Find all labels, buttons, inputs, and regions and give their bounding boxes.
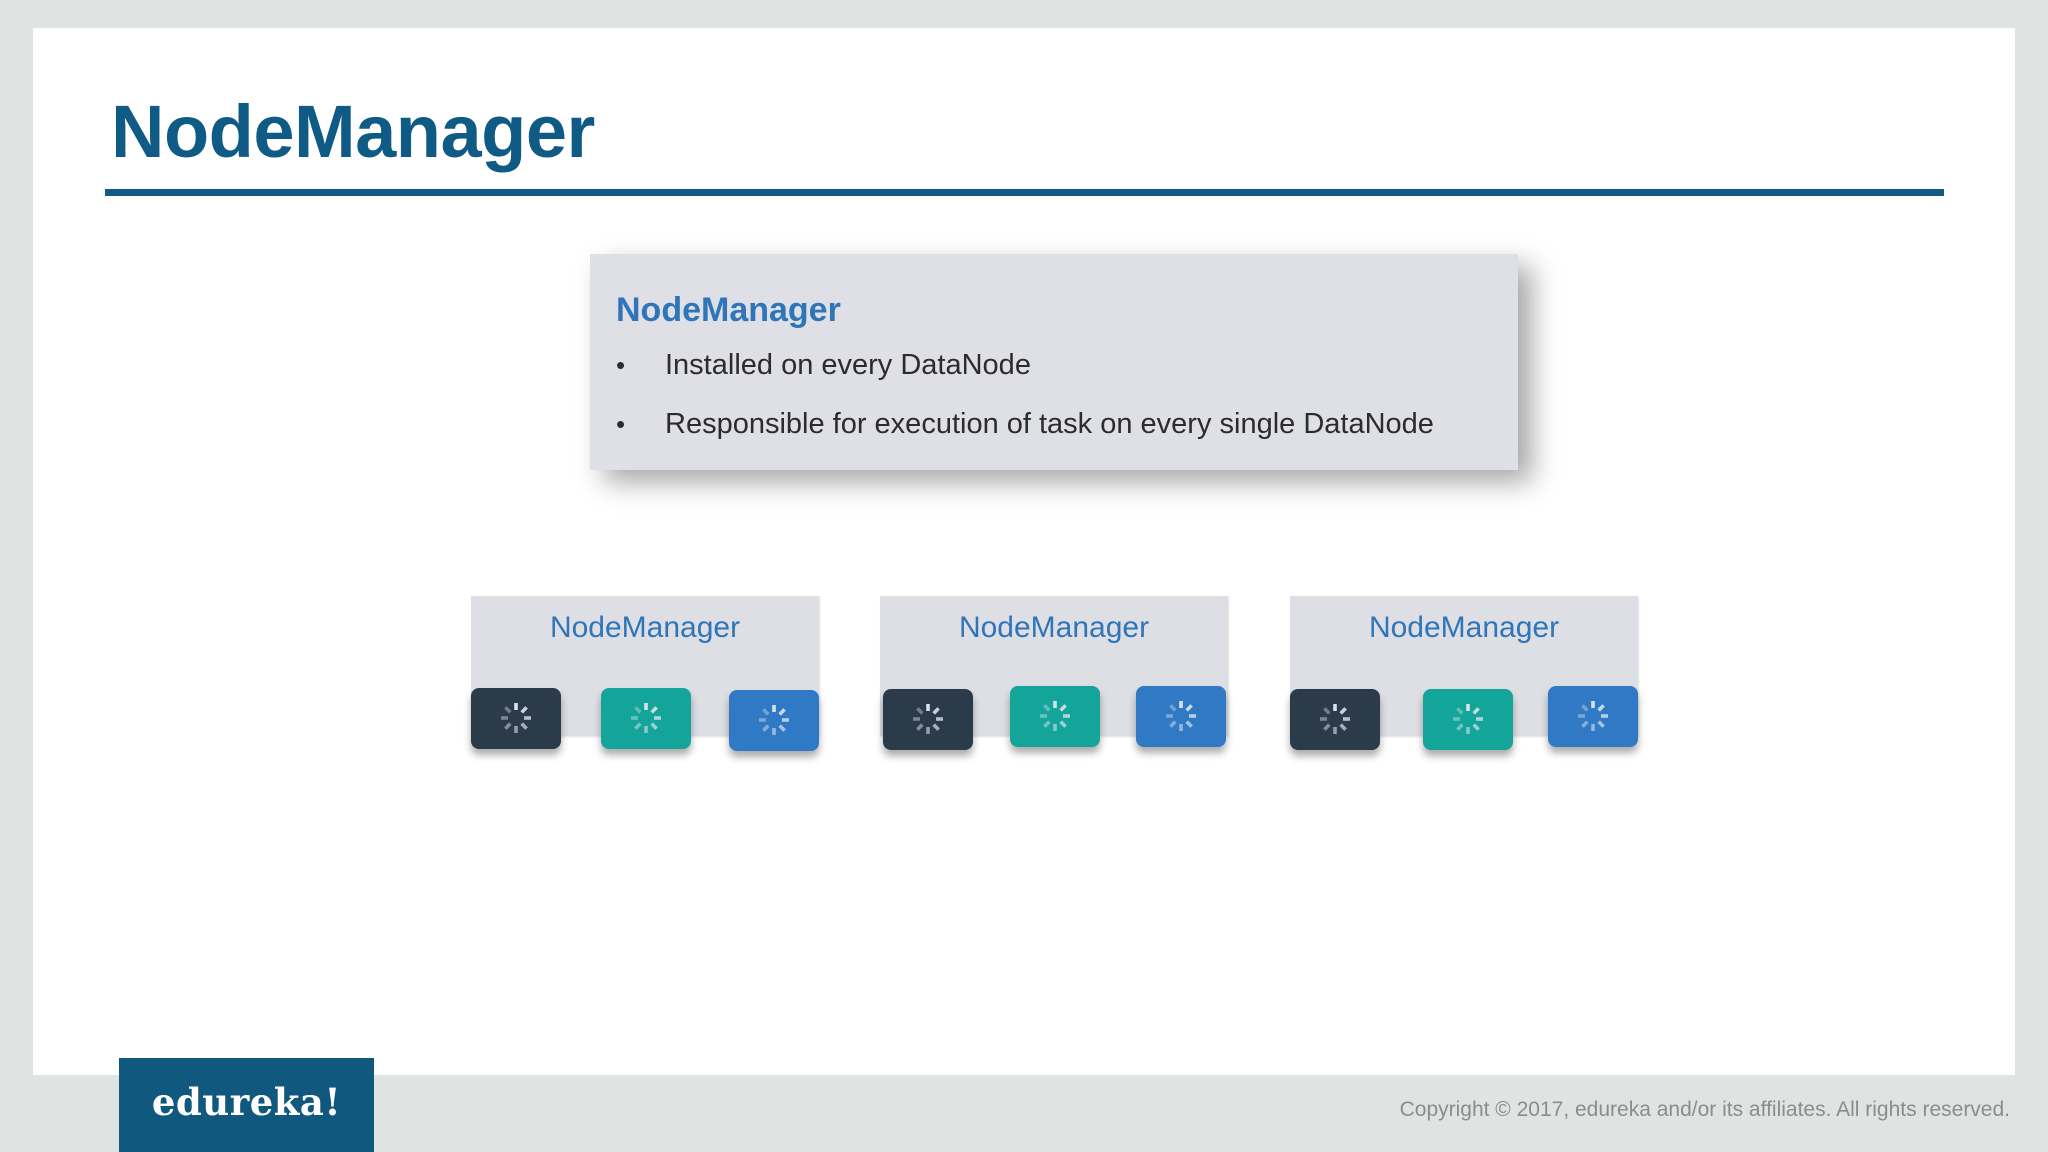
title-underline <box>105 189 1944 196</box>
spinner-spoke <box>917 725 922 730</box>
spinner-spoke <box>1474 708 1479 713</box>
task-tile-teal <box>1010 686 1100 747</box>
spinner-spoke <box>522 707 527 712</box>
spinner-spoke <box>505 707 510 712</box>
node-manager-group <box>1290 596 1640 771</box>
spinner-spoke <box>1187 722 1192 727</box>
slide <box>33 28 2015 1075</box>
spinner-spoke <box>1599 722 1604 727</box>
node-manager-label: NodeManager <box>958 611 1150 644</box>
bullet-symbol: • <box>616 350 626 380</box>
bullet-list <box>616 344 1492 445</box>
spinner-spoke <box>1582 705 1587 710</box>
spinner-spoke <box>1457 708 1462 713</box>
spinner-spoke <box>763 709 768 714</box>
task-tile-blue <box>1136 686 1226 747</box>
spinner-spoke <box>1341 708 1346 713</box>
task-tile-dark <box>1290 689 1380 750</box>
spinner-spoke <box>635 707 640 712</box>
spinner-spoke <box>1324 725 1329 730</box>
spinner-spoke <box>917 708 922 713</box>
spinner-spoke <box>522 724 527 729</box>
spinner-spoke <box>652 707 657 712</box>
spinner-spoke <box>1582 722 1587 727</box>
task-tile-teal <box>601 688 691 749</box>
spinner-spoke <box>1324 708 1329 713</box>
spinner-spoke <box>1457 725 1462 730</box>
node-manager-group <box>471 596 821 771</box>
spinner-spoke <box>1061 705 1066 710</box>
spinner-spoke <box>1474 725 1479 730</box>
node-manager-label: NodeManager <box>1368 611 1560 644</box>
bullet-text: Responsible for execution of task on every single DataNode <box>665 408 1434 440</box>
info-box <box>590 254 1518 470</box>
spinner-spoke <box>780 726 785 731</box>
spinner-spoke <box>1170 722 1175 727</box>
spinner-spoke <box>1341 725 1346 730</box>
spinner-spoke <box>1170 705 1175 710</box>
spinner-spoke <box>1187 705 1192 710</box>
copyright-notice: Copyright © 2017, edureka and/or its affiliates. All rights reserved. <box>1399 1098 2010 1121</box>
bullet-symbol: • <box>616 409 626 439</box>
spinner-spoke <box>763 726 768 731</box>
spinner-spoke <box>1599 705 1604 710</box>
spinner-spoke <box>934 708 939 713</box>
task-tile-teal <box>1423 689 1513 750</box>
spinner-spoke <box>934 725 939 730</box>
bullet-item <box>616 344 1492 386</box>
logo-text: edureka! <box>151 1080 342 1124</box>
task-tile-dark <box>471 688 561 749</box>
slide-title: NodeManager <box>111 90 595 173</box>
task-tile-blue <box>729 690 819 751</box>
edureka-logo <box>119 1058 374 1152</box>
spinner-spoke <box>1044 705 1049 710</box>
bullet-item <box>616 403 1492 445</box>
spinner-spoke <box>780 709 785 714</box>
spinner-spoke <box>652 724 657 729</box>
task-tile-dark <box>883 689 973 750</box>
task-tile-blue <box>1548 686 1638 747</box>
spinner-spoke <box>635 724 640 729</box>
info-box-title: NodeManager <box>616 291 841 329</box>
spinner-spoke <box>505 724 510 729</box>
spinner-spoke <box>1044 722 1049 727</box>
node-manager-label: NodeManager <box>549 611 741 644</box>
node-manager-group <box>880 596 1230 771</box>
bullet-text: Installed on every DataNode <box>665 349 1031 381</box>
spinner-spoke <box>1061 722 1066 727</box>
